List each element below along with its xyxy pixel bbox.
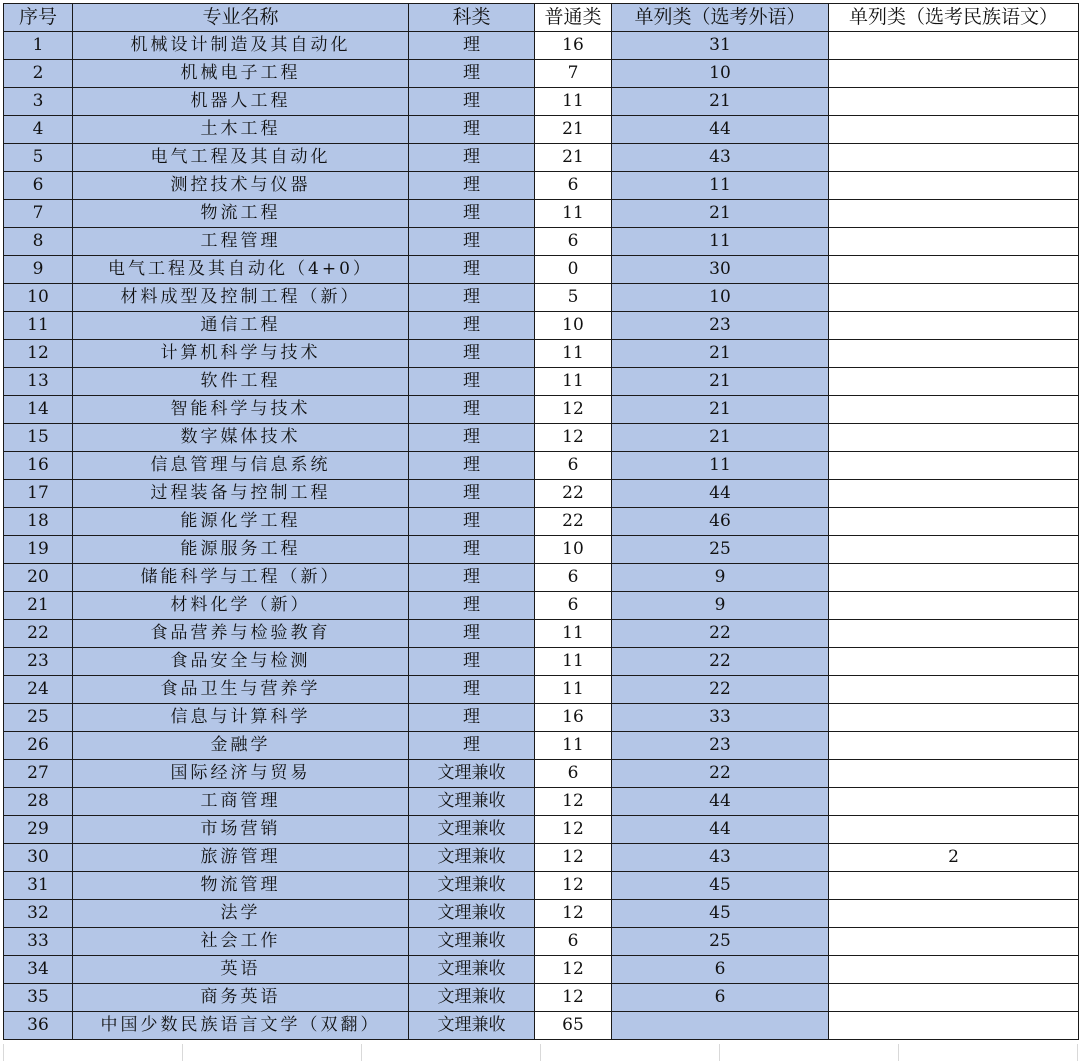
cell-index[interactable]: 36 bbox=[4, 1012, 73, 1040]
header-subject-category[interactable]: 科类 bbox=[409, 4, 535, 32]
table-row bbox=[4, 200, 1079, 228]
table-row bbox=[4, 284, 1079, 312]
cell-major-name[interactable]: 电气工程及其自动化（4+0） bbox=[73, 256, 409, 284]
cell-index[interactable]: 11 bbox=[4, 312, 73, 340]
table-row bbox=[4, 452, 1079, 480]
cell-index[interactable]: 5 bbox=[4, 144, 73, 172]
empty-cell[interactable] bbox=[183, 1044, 362, 1061]
cell-major-name[interactable]: 储能科学与工程（新） bbox=[73, 564, 409, 592]
cell-separate-foreign-language[interactable]: 44 bbox=[612, 480, 829, 508]
cell-subject-category[interactable]: 文理兼收 bbox=[409, 872, 535, 900]
cell-separate-foreign-language[interactable]: 45 bbox=[612, 872, 829, 900]
cell-major-name[interactable]: 中国少数民族语言文学（双翻） bbox=[73, 1012, 409, 1040]
cell-index[interactable]: 13 bbox=[4, 368, 73, 396]
empty-cell[interactable] bbox=[4, 1044, 183, 1061]
cell-major-name[interactable]: 机械设计制造及其自动化 bbox=[73, 32, 409, 60]
cell-general-quota[interactable]: 16 bbox=[535, 704, 612, 732]
cell-general-quota[interactable]: 12 bbox=[535, 956, 612, 984]
cell-index[interactable]: 26 bbox=[4, 732, 73, 760]
cell-separate-ethnic-language[interactable] bbox=[829, 956, 1079, 984]
cell-separate-ethnic-language[interactable] bbox=[829, 536, 1079, 564]
cell-general-quota[interactable]: 12 bbox=[535, 984, 612, 1012]
cell-general-quota[interactable]: 6 bbox=[535, 172, 612, 200]
cell-major-name[interactable]: 工商管理 bbox=[73, 788, 409, 816]
cell-major-name[interactable]: 软件工程 bbox=[73, 368, 409, 396]
cell-subject-category[interactable]: 理 bbox=[409, 144, 535, 172]
cell-separate-foreign-language[interactable]: 44 bbox=[612, 816, 829, 844]
table-row bbox=[4, 88, 1079, 116]
cell-separate-ethnic-language[interactable] bbox=[829, 508, 1079, 536]
cell-major-name[interactable]: 国际经济与贸易 bbox=[73, 760, 409, 788]
cell-separate-foreign-language[interactable] bbox=[612, 1012, 829, 1040]
cell-separate-foreign-language[interactable]: 11 bbox=[612, 228, 829, 256]
cell-separate-foreign-language[interactable]: 25 bbox=[612, 536, 829, 564]
cell-subject-category[interactable]: 理 bbox=[409, 60, 535, 88]
cell-subject-category[interactable]: 理 bbox=[409, 676, 535, 704]
header-general-quota[interactable]: 普通类 bbox=[535, 4, 612, 32]
cell-separate-foreign-language[interactable]: 22 bbox=[612, 760, 829, 788]
cell-general-quota[interactable]: 6 bbox=[535, 564, 612, 592]
cell-major-name[interactable]: 商务英语 bbox=[73, 984, 409, 1012]
cell-general-quota[interactable]: 10 bbox=[535, 536, 612, 564]
table-row bbox=[4, 648, 1079, 676]
cell-subject-category[interactable]: 理 bbox=[409, 452, 535, 480]
header-major-name[interactable]: 专业名称 bbox=[73, 4, 409, 32]
cell-index[interactable]: 12 bbox=[4, 340, 73, 368]
cell-index[interactable]: 1 bbox=[4, 32, 73, 60]
cell-major-name[interactable]: 土木工程 bbox=[73, 116, 409, 144]
cell-separate-foreign-language[interactable]: 25 bbox=[612, 928, 829, 956]
cell-separate-ethnic-language[interactable] bbox=[829, 228, 1079, 256]
cell-major-name[interactable]: 英语 bbox=[73, 956, 409, 984]
cell-separate-foreign-language[interactable]: 21 bbox=[612, 88, 829, 116]
cell-separate-ethnic-language[interactable] bbox=[829, 368, 1079, 396]
empty-cell[interactable] bbox=[899, 1044, 1078, 1061]
cell-subject-category[interactable]: 理 bbox=[409, 368, 535, 396]
cell-subject-category[interactable]: 理 bbox=[409, 536, 535, 564]
table-row bbox=[4, 60, 1079, 88]
cell-index[interactable]: 23 bbox=[4, 648, 73, 676]
cell-subject-category[interactable]: 文理兼收 bbox=[409, 900, 535, 928]
cell-general-quota[interactable]: 22 bbox=[535, 480, 612, 508]
cell-general-quota[interactable]: 11 bbox=[535, 88, 612, 116]
cell-separate-foreign-language[interactable]: 6 bbox=[612, 956, 829, 984]
cell-separate-ethnic-language[interactable] bbox=[829, 592, 1079, 620]
header-separate-foreign-language[interactable]: 单列类（选考外语） bbox=[612, 4, 829, 32]
cell-general-quota[interactable]: 21 bbox=[535, 116, 612, 144]
cell-separate-ethnic-language[interactable] bbox=[829, 284, 1079, 312]
cell-subject-category[interactable]: 理 bbox=[409, 480, 535, 508]
cell-index[interactable]: 28 bbox=[4, 788, 73, 816]
empty-cell[interactable] bbox=[362, 1044, 541, 1061]
cell-index[interactable]: 18 bbox=[4, 508, 73, 536]
cell-separate-ethnic-language[interactable] bbox=[829, 564, 1079, 592]
cell-separate-ethnic-language[interactable] bbox=[829, 116, 1079, 144]
cell-subject-category[interactable]: 理 bbox=[409, 88, 535, 116]
cell-major-name[interactable]: 材料成型及控制工程（新） bbox=[73, 284, 409, 312]
cell-separate-foreign-language[interactable]: 11 bbox=[612, 452, 829, 480]
table-row bbox=[4, 872, 1079, 900]
cell-major-name[interactable]: 机器人工程 bbox=[73, 88, 409, 116]
cell-general-quota[interactable]: 16 bbox=[535, 32, 612, 60]
cell-subject-category[interactable]: 文理兼收 bbox=[409, 1012, 535, 1040]
cell-general-quota[interactable]: 6 bbox=[535, 228, 612, 256]
table-row bbox=[4, 144, 1079, 172]
cell-separate-foreign-language[interactable]: 45 bbox=[612, 900, 829, 928]
empty-cell[interactable] bbox=[720, 1044, 899, 1061]
cell-subject-category[interactable]: 理 bbox=[409, 704, 535, 732]
cell-general-quota[interactable]: 12 bbox=[535, 788, 612, 816]
cell-separate-ethnic-language[interactable] bbox=[829, 788, 1079, 816]
cell-general-quota[interactable]: 5 bbox=[535, 284, 612, 312]
cell-index[interactable]: 34 bbox=[4, 956, 73, 984]
cell-subject-category[interactable]: 理 bbox=[409, 116, 535, 144]
cell-index[interactable]: 3 bbox=[4, 88, 73, 116]
cell-separate-foreign-language[interactable]: 21 bbox=[612, 368, 829, 396]
cell-subject-category[interactable]: 文理兼收 bbox=[409, 788, 535, 816]
table-row bbox=[4, 844, 1079, 872]
cell-separate-ethnic-language[interactable] bbox=[829, 816, 1079, 844]
cell-separate-foreign-language[interactable]: 23 bbox=[612, 732, 829, 760]
table-row bbox=[4, 788, 1079, 816]
cell-subject-category[interactable]: 理 bbox=[409, 200, 535, 228]
cell-index[interactable]: 30 bbox=[4, 844, 73, 872]
cell-separate-ethnic-language[interactable] bbox=[829, 676, 1079, 704]
cell-major-name[interactable]: 金融学 bbox=[73, 732, 409, 760]
cell-index[interactable]: 31 bbox=[4, 872, 73, 900]
cell-general-quota[interactable]: 6 bbox=[535, 592, 612, 620]
cell-separate-foreign-language[interactable]: 33 bbox=[612, 704, 829, 732]
cell-major-name[interactable]: 法学 bbox=[73, 900, 409, 928]
cell-separate-ethnic-language[interactable] bbox=[829, 424, 1079, 452]
cell-separate-foreign-language[interactable]: 22 bbox=[612, 648, 829, 676]
cell-major-name[interactable]: 物流管理 bbox=[73, 872, 409, 900]
cell-subject-category[interactable]: 理 bbox=[409, 648, 535, 676]
cell-index[interactable]: 2 bbox=[4, 60, 73, 88]
table-row bbox=[4, 732, 1079, 760]
cell-separate-foreign-language[interactable]: 46 bbox=[612, 508, 829, 536]
cell-index[interactable]: 33 bbox=[4, 928, 73, 956]
cell-index[interactable]: 29 bbox=[4, 816, 73, 844]
cell-separate-foreign-language[interactable]: 31 bbox=[612, 32, 829, 60]
table-row bbox=[4, 956, 1079, 984]
cell-separate-ethnic-language[interactable] bbox=[829, 396, 1079, 424]
cell-subject-category[interactable]: 理 bbox=[409, 312, 535, 340]
table-row bbox=[4, 228, 1079, 256]
cell-general-quota[interactable]: 6 bbox=[535, 760, 612, 788]
cell-general-quota[interactable]: 6 bbox=[535, 928, 612, 956]
cell-index[interactable]: 10 bbox=[4, 284, 73, 312]
cell-separate-ethnic-language[interactable] bbox=[829, 256, 1079, 284]
table-row bbox=[4, 620, 1079, 648]
cell-subject-category[interactable]: 理 bbox=[409, 340, 535, 368]
cell-major-name[interactable]: 过程装备与控制工程 bbox=[73, 480, 409, 508]
cell-subject-category[interactable]: 理 bbox=[409, 620, 535, 648]
cell-separate-foreign-language[interactable]: 21 bbox=[612, 200, 829, 228]
table-row bbox=[4, 536, 1079, 564]
cell-major-name[interactable]: 能源化学工程 bbox=[73, 508, 409, 536]
cell-major-name[interactable]: 能源服务工程 bbox=[73, 536, 409, 564]
cell-subject-category[interactable]: 文理兼收 bbox=[409, 844, 535, 872]
cell-major-name[interactable]: 计算机科学与技术 bbox=[73, 340, 409, 368]
cell-major-name[interactable]: 电气工程及其自动化 bbox=[73, 144, 409, 172]
table-row bbox=[4, 928, 1079, 956]
cell-separate-ethnic-language[interactable] bbox=[829, 900, 1079, 928]
cell-separate-ethnic-language[interactable] bbox=[829, 928, 1079, 956]
cell-subject-category[interactable]: 理 bbox=[409, 228, 535, 256]
cell-index[interactable]: 25 bbox=[4, 704, 73, 732]
cell-general-quota[interactable]: 11 bbox=[535, 620, 612, 648]
cell-separate-ethnic-language[interactable] bbox=[829, 200, 1079, 228]
cell-general-quota[interactable]: 11 bbox=[535, 340, 612, 368]
cell-separate-ethnic-language[interactable] bbox=[829, 984, 1079, 1012]
table-row bbox=[4, 172, 1079, 200]
table-row bbox=[4, 984, 1079, 1012]
cell-subject-category[interactable]: 文理兼收 bbox=[409, 984, 535, 1012]
cell-separate-foreign-language[interactable]: 11 bbox=[612, 172, 829, 200]
cell-separate-foreign-language[interactable]: 6 bbox=[612, 984, 829, 1012]
cell-subject-category[interactable]: 文理兼收 bbox=[409, 816, 535, 844]
cell-index[interactable]: 8 bbox=[4, 228, 73, 256]
cell-major-name[interactable]: 信息管理与信息系统 bbox=[73, 452, 409, 480]
table-row bbox=[4, 900, 1079, 928]
cell-separate-foreign-language[interactable]: 10 bbox=[612, 60, 829, 88]
table-row bbox=[4, 1012, 1079, 1040]
cell-subject-category[interactable]: 文理兼收 bbox=[409, 928, 535, 956]
table-row bbox=[4, 424, 1079, 452]
cell-separate-ethnic-language[interactable] bbox=[829, 872, 1079, 900]
cell-separate-foreign-language[interactable]: 44 bbox=[612, 116, 829, 144]
cell-major-name[interactable]: 食品卫生与营养学 bbox=[73, 676, 409, 704]
cell-separate-foreign-language[interactable]: 10 bbox=[612, 284, 829, 312]
table-body bbox=[4, 32, 1079, 1040]
cell-major-name[interactable]: 机械电子工程 bbox=[73, 60, 409, 88]
cell-subject-category[interactable]: 文理兼收 bbox=[409, 760, 535, 788]
cell-major-name[interactable]: 智能科学与技术 bbox=[73, 396, 409, 424]
cell-separate-ethnic-language[interactable] bbox=[829, 648, 1079, 676]
table-row bbox=[4, 508, 1079, 536]
cell-separate-foreign-language[interactable]: 22 bbox=[612, 620, 829, 648]
cell-separate-ethnic-language[interactable] bbox=[829, 620, 1079, 648]
cell-separate-foreign-language[interactable]: 43 bbox=[612, 144, 829, 172]
table-row bbox=[4, 116, 1079, 144]
cell-general-quota[interactable]: 10 bbox=[535, 312, 612, 340]
cell-subject-category[interactable]: 理 bbox=[409, 32, 535, 60]
table-row bbox=[4, 704, 1079, 732]
cell-separate-ethnic-language[interactable] bbox=[829, 32, 1079, 60]
cell-index[interactable]: 19 bbox=[4, 536, 73, 564]
cell-subject-category[interactable]: 理 bbox=[409, 424, 535, 452]
cell-separate-foreign-language[interactable]: 23 bbox=[612, 312, 829, 340]
cell-separate-ethnic-language[interactable] bbox=[829, 144, 1079, 172]
cell-general-quota[interactable]: 11 bbox=[535, 648, 612, 676]
cell-separate-foreign-language[interactable]: 44 bbox=[612, 788, 829, 816]
cell-subject-category[interactable]: 理 bbox=[409, 256, 535, 284]
cell-separate-foreign-language[interactable]: 21 bbox=[612, 424, 829, 452]
cell-general-quota[interactable]: 6 bbox=[535, 452, 612, 480]
cell-general-quota[interactable]: 22 bbox=[535, 508, 612, 536]
cell-major-name[interactable]: 市场营销 bbox=[73, 816, 409, 844]
cell-separate-foreign-language[interactable]: 9 bbox=[612, 592, 829, 620]
cell-index[interactable]: 14 bbox=[4, 396, 73, 424]
cell-subject-category[interactable]: 文理兼收 bbox=[409, 956, 535, 984]
cell-index[interactable]: 16 bbox=[4, 452, 73, 480]
cell-index[interactable]: 4 bbox=[4, 116, 73, 144]
cell-major-name[interactable]: 信息与计算科学 bbox=[73, 704, 409, 732]
cell-subject-category[interactable]: 理 bbox=[409, 564, 535, 592]
cell-index[interactable]: 21 bbox=[4, 592, 73, 620]
cell-index[interactable]: 32 bbox=[4, 900, 73, 928]
cell-subject-category[interactable]: 理 bbox=[409, 284, 535, 312]
cell-index[interactable]: 9 bbox=[4, 256, 73, 284]
cell-major-name[interactable]: 社会工作 bbox=[73, 928, 409, 956]
cell-general-quota[interactable]: 12 bbox=[535, 844, 612, 872]
cell-subject-category[interactable]: 理 bbox=[409, 396, 535, 424]
cell-separate-ethnic-language[interactable] bbox=[829, 340, 1079, 368]
cell-general-quota[interactable]: 11 bbox=[535, 368, 612, 396]
cell-separate-ethnic-language[interactable] bbox=[829, 312, 1079, 340]
cell-subject-category[interactable]: 理 bbox=[409, 508, 535, 536]
cell-major-name[interactable]: 食品营养与检验教育 bbox=[73, 620, 409, 648]
table-row bbox=[4, 256, 1079, 284]
cell-separate-ethnic-language[interactable] bbox=[829, 704, 1079, 732]
table-row bbox=[4, 396, 1079, 424]
cell-index[interactable]: 35 bbox=[4, 984, 73, 1012]
cell-separate-ethnic-language[interactable] bbox=[829, 1012, 1079, 1040]
cell-general-quota[interactable]: 0 bbox=[535, 256, 612, 284]
cell-index[interactable]: 6 bbox=[4, 172, 73, 200]
cell-separate-foreign-language[interactable]: 30 bbox=[612, 256, 829, 284]
cell-major-name[interactable]: 材料化学（新） bbox=[73, 592, 409, 620]
cell-general-quota[interactable]: 12 bbox=[535, 872, 612, 900]
cell-separate-foreign-language[interactable]: 9 bbox=[612, 564, 829, 592]
cell-separate-ethnic-language[interactable] bbox=[829, 452, 1079, 480]
table-row bbox=[4, 340, 1079, 368]
cell-major-name[interactable]: 旅游管理 bbox=[73, 844, 409, 872]
cell-index[interactable]: 15 bbox=[4, 424, 73, 452]
cell-general-quota[interactable]: 11 bbox=[535, 676, 612, 704]
cell-general-quota[interactable]: 11 bbox=[535, 200, 612, 228]
cell-subject-category[interactable]: 理 bbox=[409, 592, 535, 620]
cell-separate-ethnic-language[interactable] bbox=[829, 480, 1079, 508]
header-row bbox=[4, 4, 1079, 32]
header-separate-ethnic-language[interactable]: 单列类（选考民族语文） bbox=[829, 4, 1079, 32]
cell-index[interactable]: 24 bbox=[4, 676, 73, 704]
cell-major-name[interactable]: 测控技术与仪器 bbox=[73, 172, 409, 200]
table-row bbox=[4, 676, 1079, 704]
cell-major-name[interactable]: 物流工程 bbox=[73, 200, 409, 228]
table-row bbox=[4, 312, 1079, 340]
empty-cell[interactable] bbox=[541, 1044, 720, 1061]
cell-general-quota[interactable]: 12 bbox=[535, 900, 612, 928]
cell-general-quota[interactable]: 11 bbox=[535, 732, 612, 760]
cell-major-name[interactable]: 数字媒体技术 bbox=[73, 424, 409, 452]
cell-general-quota[interactable]: 12 bbox=[535, 424, 612, 452]
table-row bbox=[4, 564, 1079, 592]
table-row bbox=[4, 32, 1079, 60]
cell-general-quota[interactable]: 12 bbox=[535, 816, 612, 844]
table-row bbox=[4, 760, 1079, 788]
cell-separate-ethnic-language[interactable] bbox=[829, 60, 1079, 88]
table-row bbox=[4, 368, 1079, 396]
table-row bbox=[4, 592, 1079, 620]
cell-general-quota[interactable]: 21 bbox=[535, 144, 612, 172]
enrollment-plan-table bbox=[3, 3, 1079, 1040]
cell-separate-foreign-language[interactable]: 43 bbox=[612, 844, 829, 872]
empty-row-remnant bbox=[3, 1044, 1078, 1061]
cell-separate-foreign-language[interactable]: 22 bbox=[612, 676, 829, 704]
cell-general-quota[interactable]: 65 bbox=[535, 1012, 612, 1040]
cell-index[interactable]: 22 bbox=[4, 620, 73, 648]
cell-separate-ethnic-language[interactable]: 2 bbox=[829, 844, 1079, 872]
cell-separate-ethnic-language[interactable] bbox=[829, 760, 1079, 788]
header-index[interactable]: 序号 bbox=[4, 4, 73, 32]
cell-index[interactable]: 17 bbox=[4, 480, 73, 508]
cell-subject-category[interactable]: 理 bbox=[409, 172, 535, 200]
cell-index[interactable]: 7 bbox=[4, 200, 73, 228]
cell-separate-ethnic-language[interactable] bbox=[829, 732, 1079, 760]
cell-major-name[interactable]: 工程管理 bbox=[73, 228, 409, 256]
table-row bbox=[4, 480, 1079, 508]
cell-separate-foreign-language[interactable]: 21 bbox=[612, 340, 829, 368]
cell-separate-ethnic-language[interactable] bbox=[829, 172, 1079, 200]
cell-index[interactable]: 20 bbox=[4, 564, 73, 592]
cell-separate-foreign-language[interactable]: 21 bbox=[612, 396, 829, 424]
cell-separate-ethnic-language[interactable] bbox=[829, 88, 1079, 116]
cell-general-quota[interactable]: 12 bbox=[535, 396, 612, 424]
table-row bbox=[4, 816, 1079, 844]
cell-major-name[interactable]: 食品安全与检测 bbox=[73, 648, 409, 676]
cell-index[interactable]: 27 bbox=[4, 760, 73, 788]
cell-subject-category[interactable]: 理 bbox=[409, 732, 535, 760]
cell-general-quota[interactable]: 7 bbox=[535, 60, 612, 88]
cell-major-name[interactable]: 通信工程 bbox=[73, 312, 409, 340]
